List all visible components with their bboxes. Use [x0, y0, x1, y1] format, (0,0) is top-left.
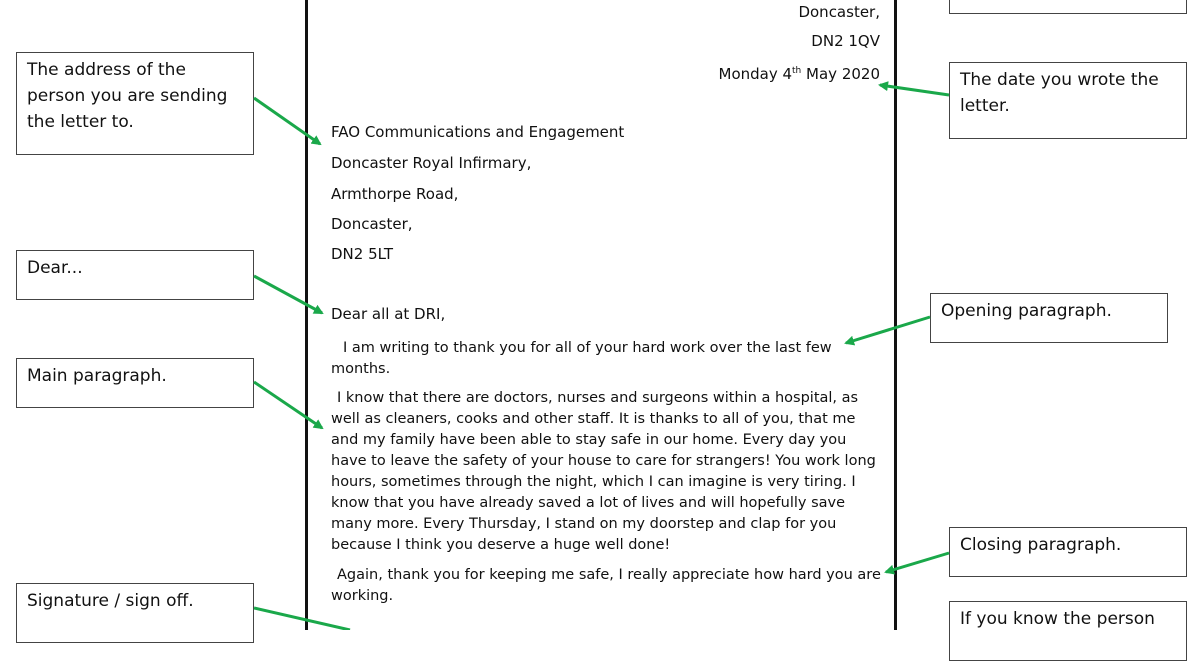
sender-town: Doncaster,	[798, 3, 880, 21]
arrow-main	[254, 382, 322, 428]
main-paragraph: I know that there are doctors, nurses and surgeons within a hospital, as well as cleaners, cooks and other staff. It is thanks to all of you, that me and my family have been able to stay safe in our home. Every day you have to leave the safety of your house to care for strangers! You work long hours, sometimes through the night, which I can imagine is very tiring. I know that you have already saved a lot of lives and will hopefully save many more. Every Thursday, I stand on my doorstep and clap for you because I think you deserve a huge well done!	[331, 390, 876, 553]
arrow-opening	[846, 317, 930, 343]
greeting: Dear all at DRI,	[331, 305, 446, 323]
date-month-year: May 2020	[806, 65, 880, 83]
arrow-closing	[886, 553, 949, 572]
recipient-line-5: DN2 5LT	[331, 245, 394, 263]
closing-paragraph: Again, thank you for keeping me safe, I really appreciate how hard you are working.	[331, 567, 881, 604]
opening-paragraph: I am writing to thank you for all of your hard work over the last few months.	[331, 340, 832, 377]
recipient-line-4: Doncaster,	[331, 215, 413, 233]
annotation-date: The date you wrote the letter.	[949, 62, 1187, 139]
arrow-dear	[254, 276, 322, 313]
recipient-line-1: FAO Communications and Engagement	[331, 123, 625, 141]
arrow-date	[880, 85, 949, 95]
annotation-closing-paragraph: Closing paragraph.	[949, 527, 1187, 577]
recipient-line-2: Doncaster Royal Infirmary,	[331, 154, 532, 172]
annotation-signature: Signature / sign off.	[16, 583, 254, 643]
annotation-main-paragraph: Main paragraph.	[16, 358, 254, 408]
date-suffix: th	[792, 66, 802, 76]
annotation-address: The address of the person you are sending the letter to.	[16, 52, 254, 155]
sender-postcode: DN2 1QV	[811, 32, 880, 50]
arrow-address	[254, 98, 320, 144]
date-day: Monday 4	[718, 65, 793, 83]
recipient-line-3: Armthorpe Road,	[331, 185, 459, 203]
annotation-opening-paragraph: Opening paragraph.	[930, 293, 1168, 343]
arrow-signature	[254, 608, 350, 630]
annotation-dear: Dear...	[16, 250, 254, 300]
annotation-if-you-know: If you know the person	[949, 601, 1187, 661]
